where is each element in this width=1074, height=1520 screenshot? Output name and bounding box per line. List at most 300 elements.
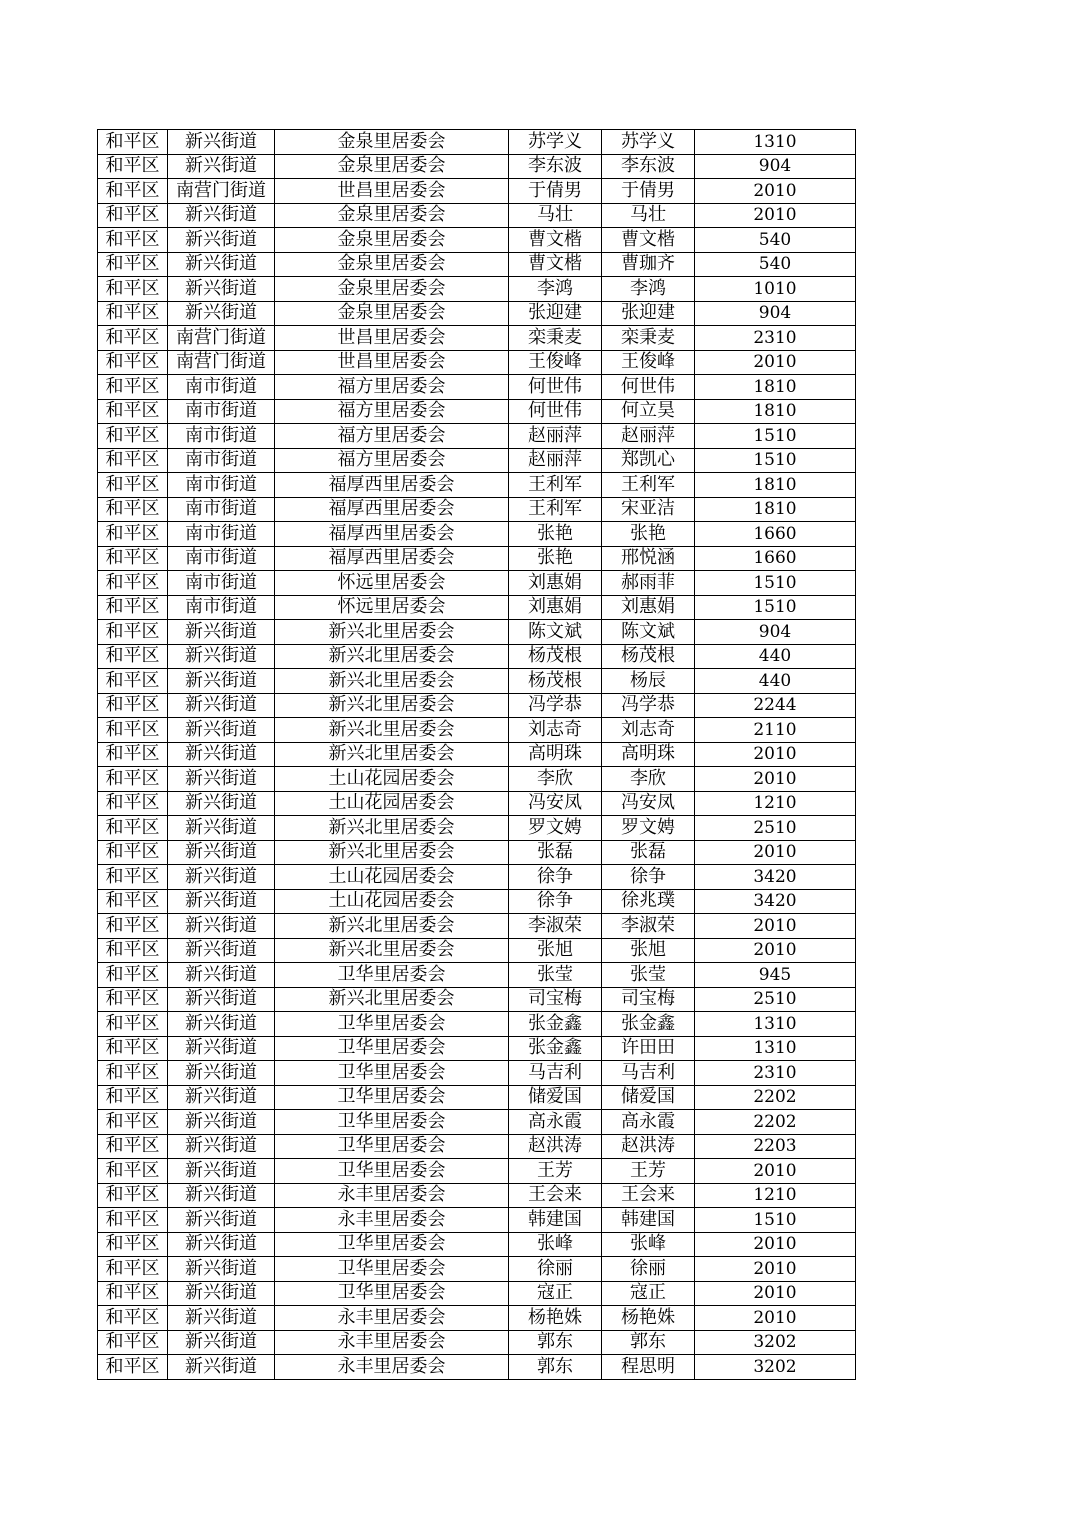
table-row [98,1330,856,1355]
applicant-cell: 张迎建 [509,301,602,326]
committee-cell: 福厚西里居委会 [275,546,509,571]
district-cell: 和平区 [98,767,168,792]
committee-cell: 卫华里居委会 [275,1036,509,1061]
applicant-cell: 高永霞 [509,1110,602,1135]
table-row [98,154,856,179]
table-row [98,620,856,645]
district-cell: 和平区 [98,1281,168,1306]
member-cell: 马壮 [602,203,695,228]
street-cell: 南营门街道 [168,350,275,375]
committee-cell: 新兴北里居委会 [275,644,509,669]
applicant-cell: 郭东 [509,1355,602,1380]
amount-cell: 2010 [695,767,856,792]
street-cell: 新兴街道 [168,1036,275,1061]
committee-cell: 土山花园居委会 [275,889,509,914]
street-cell: 新兴街道 [168,1183,275,1208]
district-cell: 和平区 [98,154,168,179]
committee-cell: 土山花园居委会 [275,767,509,792]
table-row [98,473,856,498]
table-row [98,571,856,596]
member-cell: 张金鑫 [602,1012,695,1037]
member-cell: 徐争 [602,865,695,890]
district-cell: 和平区 [98,277,168,302]
member-cell: 李欣 [602,767,695,792]
amount-cell: 1660 [695,546,856,571]
amount-cell: 1010 [695,277,856,302]
street-cell: 新兴街道 [168,938,275,963]
committee-cell: 福方里居委会 [275,424,509,449]
applicant-cell: 杨茂根 [509,669,602,694]
table-row [98,1012,856,1037]
committee-cell: 世昌里居委会 [275,350,509,375]
amount-cell: 1510 [695,424,856,449]
member-cell: 刘惠娟 [602,595,695,620]
street-cell: 新兴街道 [168,130,275,155]
amount-cell: 1810 [695,497,856,522]
applicant-cell: 栾秉麦 [509,326,602,351]
applicant-cell: 司宝梅 [509,987,602,1012]
amount-cell: 2010 [695,840,856,865]
amount-cell: 2202 [695,1085,856,1110]
committee-cell: 新兴北里居委会 [275,620,509,645]
member-cell: 王俊峰 [602,350,695,375]
member-cell: 曹珈齐 [602,252,695,277]
district-cell: 和平区 [98,620,168,645]
street-cell: 新兴街道 [168,277,275,302]
member-cell: 杨茂根 [602,644,695,669]
committee-cell: 卫华里居委会 [275,1232,509,1257]
table-row [98,179,856,204]
applicant-cell: 寇正 [509,1281,602,1306]
committee-cell: 卫华里居委会 [275,963,509,988]
amount-cell: 2510 [695,816,856,841]
amount-cell: 3202 [695,1330,856,1355]
district-cell: 和平区 [98,203,168,228]
amount-cell: 2010 [695,1281,856,1306]
amount-cell: 1310 [695,1036,856,1061]
table-row [98,669,856,694]
district-cell: 和平区 [98,718,168,743]
table-row [98,1257,856,1282]
street-cell: 南市街道 [168,448,275,473]
amount-cell: 2010 [695,742,856,767]
member-cell: 王会来 [602,1183,695,1208]
district-cell: 和平区 [98,595,168,620]
street-cell: 新兴街道 [168,767,275,792]
district-cell: 和平区 [98,522,168,547]
committee-cell: 新兴北里居委会 [275,987,509,1012]
street-cell: 新兴街道 [168,1159,275,1184]
member-cell: 张迎建 [602,301,695,326]
district-cell: 和平区 [98,350,168,375]
district-cell: 和平区 [98,228,168,253]
street-cell: 南市街道 [168,522,275,547]
member-cell: 杨艳姝 [602,1306,695,1331]
table-row [98,1306,856,1331]
table-row [98,1183,856,1208]
committee-cell: 福厚西里居委会 [275,522,509,547]
district-cell: 和平区 [98,1036,168,1061]
applicant-cell: 徐丽 [509,1257,602,1282]
applicant-cell: 曹文楷 [509,252,602,277]
applicant-cell: 赵洪涛 [509,1134,602,1159]
district-cell: 和平区 [98,644,168,669]
amount-cell: 2203 [695,1134,856,1159]
table-row [98,1110,856,1135]
applicant-cell: 王利军 [509,473,602,498]
applicant-cell: 高明珠 [509,742,602,767]
amount-cell: 540 [695,228,856,253]
street-cell: 新兴街道 [168,963,275,988]
table-row [98,1085,856,1110]
amount-cell: 1510 [695,595,856,620]
table-row [98,914,856,939]
street-cell: 新兴街道 [168,1085,275,1110]
street-cell: 南市街道 [168,424,275,449]
district-cell: 和平区 [98,424,168,449]
street-cell: 新兴街道 [168,987,275,1012]
table-row [98,228,856,253]
street-cell: 新兴街道 [168,1134,275,1159]
amount-cell: 2010 [695,938,856,963]
amount-cell: 1510 [695,571,856,596]
street-cell: 南市街道 [168,595,275,620]
table-row [98,130,856,155]
district-cell: 和平区 [98,252,168,277]
committee-cell: 卫华里居委会 [275,1012,509,1037]
table-row [98,277,856,302]
street-cell: 新兴街道 [168,914,275,939]
committee-cell: 卫华里居委会 [275,1134,509,1159]
committee-cell: 卫华里居委会 [275,1085,509,1110]
amount-cell: 945 [695,963,856,988]
table-row [98,1134,856,1159]
street-cell: 新兴街道 [168,1281,275,1306]
amount-cell: 1660 [695,522,856,547]
street-cell: 新兴街道 [168,1355,275,1380]
member-cell: 马吉利 [602,1061,695,1086]
committee-cell: 怀远里居委会 [275,571,509,596]
table-row [98,791,856,816]
street-cell: 新兴街道 [168,620,275,645]
committee-cell: 永丰里居委会 [275,1330,509,1355]
district-cell: 和平区 [98,1257,168,1282]
member-cell: 韩建国 [602,1208,695,1233]
committee-cell: 新兴北里居委会 [275,914,509,939]
committee-cell: 金泉里居委会 [275,252,509,277]
table-row [98,1159,856,1184]
district-cell: 和平区 [98,179,168,204]
member-cell: 罗文娉 [602,816,695,841]
member-cell: 李淑荣 [602,914,695,939]
member-cell: 陈文斌 [602,620,695,645]
applicant-cell: 张旭 [509,938,602,963]
applicant-cell: 罗文娉 [509,816,602,841]
street-cell: 新兴街道 [168,742,275,767]
table-row [98,987,856,1012]
district-cell: 和平区 [98,1183,168,1208]
district-cell: 和平区 [98,938,168,963]
member-cell: 程思明 [602,1355,695,1380]
table-row [98,693,856,718]
table-row [98,424,856,449]
amount-cell: 2244 [695,693,856,718]
amount-cell: 2010 [695,1159,856,1184]
district-cell: 和平区 [98,1306,168,1331]
member-cell: 张艳 [602,522,695,547]
member-cell: 高明珠 [602,742,695,767]
committee-cell: 永丰里居委会 [275,1355,509,1380]
district-cell: 和平区 [98,742,168,767]
member-cell: 王利军 [602,473,695,498]
applicant-cell: 张金鑫 [509,1012,602,1037]
street-cell: 南市街道 [168,497,275,522]
district-cell: 和平区 [98,1134,168,1159]
district-cell: 和平区 [98,865,168,890]
table-row [98,350,856,375]
member-cell: 冯学恭 [602,693,695,718]
district-cell: 和平区 [98,1061,168,1086]
amount-cell: 904 [695,620,856,645]
amount-cell: 2010 [695,914,856,939]
committee-cell: 金泉里居委会 [275,228,509,253]
district-cell: 和平区 [98,1232,168,1257]
member-cell: 冯安凤 [602,791,695,816]
street-cell: 南市街道 [168,473,275,498]
applicant-cell: 苏学义 [509,130,602,155]
committee-cell: 世昌里居委会 [275,326,509,351]
applicant-cell: 于倩男 [509,179,602,204]
district-cell: 和平区 [98,840,168,865]
data-table [97,129,856,1380]
table-row [98,938,856,963]
table-row [98,889,856,914]
street-cell: 新兴街道 [168,252,275,277]
committee-cell: 福厚西里居委会 [275,473,509,498]
district-cell: 和平区 [98,963,168,988]
applicant-cell: 王俊峰 [509,350,602,375]
table-row [98,865,856,890]
member-cell: 许田田 [602,1036,695,1061]
district-cell: 和平区 [98,1085,168,1110]
street-cell: 南市街道 [168,546,275,571]
district-cell: 和平区 [98,375,168,400]
street-cell: 新兴街道 [168,1208,275,1233]
applicant-cell: 刘惠娟 [509,595,602,620]
table-row [98,718,856,743]
amount-cell: 2010 [695,1232,856,1257]
member-cell: 何世伟 [602,375,695,400]
street-cell: 新兴街道 [168,154,275,179]
member-cell: 李鸿 [602,277,695,302]
amount-cell: 2202 [695,1110,856,1135]
street-cell: 新兴街道 [168,718,275,743]
committee-cell: 新兴北里居委会 [275,816,509,841]
street-cell: 新兴街道 [168,1061,275,1086]
table-row [98,497,856,522]
district-cell: 和平区 [98,497,168,522]
amount-cell: 2010 [695,1257,856,1282]
street-cell: 南营门街道 [168,326,275,351]
committee-cell: 福方里居委会 [275,375,509,400]
applicant-cell: 赵丽萍 [509,448,602,473]
applicant-cell: 徐争 [509,889,602,914]
member-cell: 赵丽萍 [602,424,695,449]
committee-cell: 金泉里居委会 [275,154,509,179]
applicant-cell: 何世伟 [509,375,602,400]
member-cell: 张旭 [602,938,695,963]
committee-cell: 金泉里居委会 [275,277,509,302]
district-cell: 和平区 [98,130,168,155]
member-cell: 徐兆璞 [602,889,695,914]
table-row [98,301,856,326]
amount-cell: 1310 [695,1012,856,1037]
committee-cell: 新兴北里居委会 [275,742,509,767]
amount-cell: 1810 [695,399,856,424]
district-cell: 和平区 [98,448,168,473]
applicant-cell: 马吉利 [509,1061,602,1086]
member-cell: 高永霞 [602,1110,695,1135]
district-cell: 和平区 [98,301,168,326]
table-row [98,840,856,865]
district-cell: 和平区 [98,914,168,939]
district-cell: 和平区 [98,1208,168,1233]
member-cell: 徐丽 [602,1257,695,1282]
district-cell: 和平区 [98,693,168,718]
amount-cell: 1210 [695,1183,856,1208]
applicant-cell: 郭东 [509,1330,602,1355]
member-cell: 苏学义 [602,130,695,155]
table-row [98,816,856,841]
street-cell: 新兴街道 [168,1306,275,1331]
applicant-cell: 张峰 [509,1232,602,1257]
street-cell: 新兴街道 [168,1012,275,1037]
member-cell: 邢悦涵 [602,546,695,571]
table-row [98,203,856,228]
amount-cell: 2010 [695,203,856,228]
table-row [98,767,856,792]
district-cell: 和平区 [98,1110,168,1135]
street-cell: 南营门街道 [168,179,275,204]
table-row [98,1208,856,1233]
street-cell: 南市街道 [168,375,275,400]
committee-cell: 土山花园居委会 [275,865,509,890]
applicant-cell: 李鸿 [509,277,602,302]
member-cell: 寇正 [602,1281,695,1306]
applicant-cell: 王利军 [509,497,602,522]
district-cell: 和平区 [98,987,168,1012]
applicant-cell: 王会来 [509,1183,602,1208]
table-row [98,742,856,767]
amount-cell: 904 [695,301,856,326]
street-cell: 新兴街道 [168,889,275,914]
table-row [98,1036,856,1061]
street-cell: 新兴街道 [168,644,275,669]
district-cell: 和平区 [98,669,168,694]
member-cell: 郑凯心 [602,448,695,473]
district-cell: 和平区 [98,791,168,816]
committee-cell: 土山花园居委会 [275,791,509,816]
amount-cell: 540 [695,252,856,277]
district-cell: 和平区 [98,1012,168,1037]
street-cell: 新兴街道 [168,301,275,326]
table-row [98,1061,856,1086]
amount-cell: 2010 [695,1306,856,1331]
table-row [98,1355,856,1380]
amount-cell: 1810 [695,375,856,400]
committee-cell: 世昌里居委会 [275,179,509,204]
applicant-cell: 陈文斌 [509,620,602,645]
table-row [98,546,856,571]
table-row [98,326,856,351]
district-cell: 和平区 [98,326,168,351]
applicant-cell: 马壮 [509,203,602,228]
committee-cell: 卫华里居委会 [275,1159,509,1184]
applicant-cell: 杨茂根 [509,644,602,669]
amount-cell: 3420 [695,865,856,890]
district-cell: 和平区 [98,1330,168,1355]
member-cell: 郝雨菲 [602,571,695,596]
table-row [98,963,856,988]
street-cell: 新兴街道 [168,1110,275,1135]
member-cell: 司宝梅 [602,987,695,1012]
table-row [98,595,856,620]
member-cell: 曹文楷 [602,228,695,253]
amount-cell: 2310 [695,326,856,351]
member-cell: 郭东 [602,1330,695,1355]
amount-cell: 1510 [695,1208,856,1233]
applicant-cell: 张磊 [509,840,602,865]
committee-cell: 卫华里居委会 [275,1110,509,1135]
committee-cell: 金泉里居委会 [275,301,509,326]
amount-cell: 3420 [695,889,856,914]
committee-cell: 金泉里居委会 [275,203,509,228]
table-row [98,1281,856,1306]
member-cell: 张峰 [602,1232,695,1257]
district-cell: 和平区 [98,889,168,914]
amount-cell: 904 [695,154,856,179]
district-cell: 和平区 [98,571,168,596]
member-cell: 刘志奇 [602,718,695,743]
applicant-cell: 冯安凤 [509,791,602,816]
applicant-cell: 徐争 [509,865,602,890]
applicant-cell: 刘志奇 [509,718,602,743]
amount-cell: 440 [695,669,856,694]
amount-cell: 1810 [695,473,856,498]
member-cell: 赵洪涛 [602,1134,695,1159]
table-row [98,399,856,424]
member-cell: 张莹 [602,963,695,988]
district-cell: 和平区 [98,473,168,498]
applicant-cell: 张金鑫 [509,1036,602,1061]
applicant-cell: 赵丽萍 [509,424,602,449]
applicant-cell: 张莹 [509,963,602,988]
applicant-cell: 韩建国 [509,1208,602,1233]
applicant-cell: 李欣 [509,767,602,792]
street-cell: 新兴街道 [168,1232,275,1257]
district-cell: 和平区 [98,1159,168,1184]
committee-cell: 卫华里居委会 [275,1257,509,1282]
district-cell: 和平区 [98,399,168,424]
committee-cell: 卫华里居委会 [275,1281,509,1306]
member-cell: 何立昊 [602,399,695,424]
applicant-cell: 冯学恭 [509,693,602,718]
amount-cell: 1210 [695,791,856,816]
member-cell: 王芳 [602,1159,695,1184]
street-cell: 新兴街道 [168,228,275,253]
committee-cell: 新兴北里居委会 [275,669,509,694]
committee-cell: 永丰里居委会 [275,1306,509,1331]
